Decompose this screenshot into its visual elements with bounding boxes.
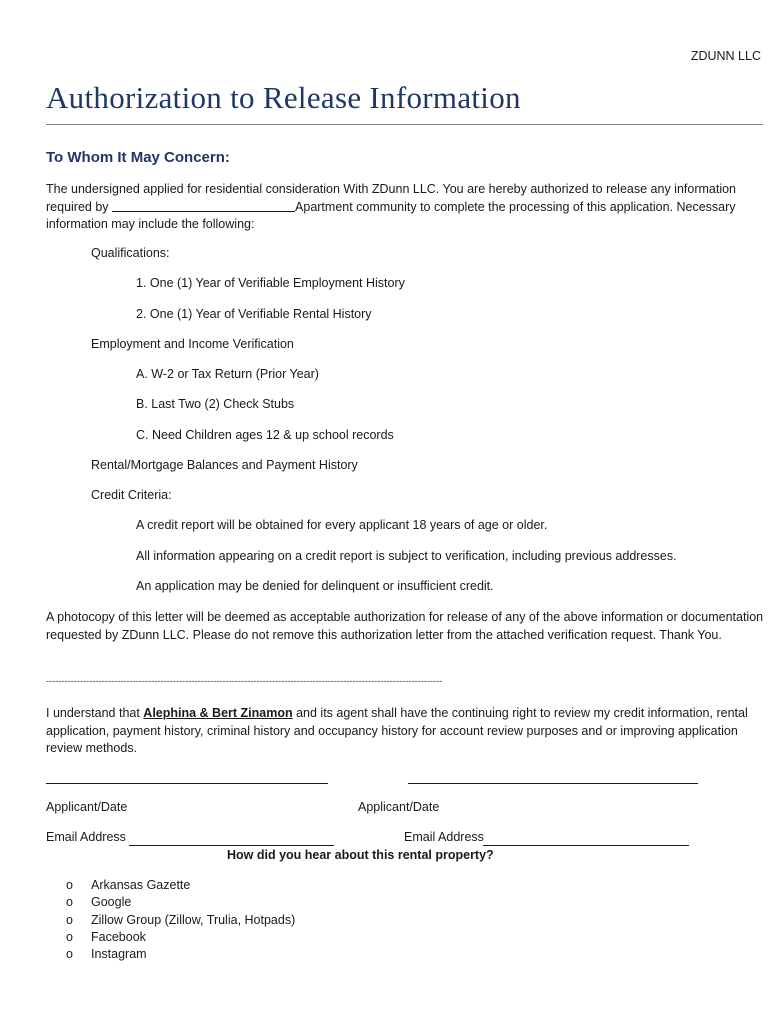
- employment-heading: Employment and Income Verification: [91, 337, 294, 351]
- applicant-signature-line-2[interactable]: [408, 783, 698, 784]
- option-bullet[interactable]: o: [66, 878, 73, 892]
- email-label-1: Email Address: [46, 830, 126, 844]
- intro-paragraph: [46, 181, 764, 234]
- survey-option: Google: [91, 895, 132, 909]
- applicant-date-label-1: Applicant/Date: [46, 800, 128, 814]
- survey-question: How did you hear about this rental property?: [227, 848, 494, 862]
- community-name-blank[interactable]: [112, 199, 295, 212]
- email-field-1[interactable]: [129, 845, 334, 846]
- document-title: Authorization to Release Information: [46, 80, 521, 115]
- dashed-separator: --------------------------------------------------------------------------------------------------------------------------------: [46, 676, 443, 686]
- rental-heading: Rental/Mortgage Balances and Payment History: [91, 458, 358, 472]
- qualifications-heading: Qualifications:: [91, 246, 170, 260]
- option-bullet[interactable]: o: [66, 947, 73, 961]
- employment-item: A. W-2 or Tax Return (Prior Year): [136, 367, 319, 381]
- option-bullet[interactable]: o: [66, 913, 73, 927]
- email-field-2[interactable]: [483, 845, 689, 846]
- landlord-name: Alephina & Bert Zinamon: [143, 706, 293, 720]
- employment-item: B. Last Two (2) Check Stubs: [136, 397, 295, 411]
- applicant-date-label-2: Applicant/Date: [358, 800, 440, 814]
- photocopy-paragraph: A photocopy of this letter will be deemed as acceptable authorization for release of any of the above information or documentation requested by ZDunn LLC. Please do not remove this authorization letter from the attached verification request. Thank You.: [46, 610, 764, 642]
- survey-option: Zillow Group (Zillow, Trulia, Hotpads): [91, 913, 296, 927]
- survey-option: Facebook: [91, 930, 146, 944]
- ack-prefix: I understand that: [46, 706, 144, 720]
- qualification-item: 1. One (1) Year of Verifiable Employment History: [136, 276, 405, 290]
- employment-item: C. Need Children ages 12 & up school records: [136, 428, 394, 442]
- option-bullet[interactable]: o: [66, 895, 73, 909]
- credit-heading: Credit Criteria:: [91, 488, 172, 502]
- credit-item: An application may be denied for delinquent or insufficient credit.: [136, 579, 494, 593]
- credit-item: All information appearing on a credit report is subject to verification, including previous addresses.: [136, 549, 677, 563]
- survey-option: Arkansas Gazette: [91, 878, 191, 892]
- company-name: ZDUNN LLC: [690, 49, 761, 63]
- applicant-signature-line-1[interactable]: [46, 783, 328, 784]
- intro-text-part1: The undersigned applied for residential consideration With ZDunn LLC. You are hereby authorized to release any information required by: [46, 182, 737, 214]
- option-bullet[interactable]: o: [66, 930, 73, 944]
- salutation: To Whom It May Concern:: [46, 149, 230, 166]
- credit-item: A credit report will be obtained for every applicant 18 years of age or older.: [136, 518, 548, 532]
- intro-text-part2: Apartment community to complete the processing of this application. Necessary information may include the following:: [46, 199, 736, 231]
- survey-option: Instagram: [91, 947, 147, 961]
- acknowledgement-paragraph: [46, 705, 764, 758]
- qualification-item: 2. One (1) Year of Verifiable Rental History: [136, 307, 372, 321]
- ack-suffix: and its agent shall have the continuing right to review my credit information, rental application, payment history, criminal history and occupancy history for account review purposes and or improving application review methods.: [46, 706, 748, 755]
- email-label-2: Email Address: [404, 830, 484, 844]
- title-underline: [46, 124, 763, 125]
